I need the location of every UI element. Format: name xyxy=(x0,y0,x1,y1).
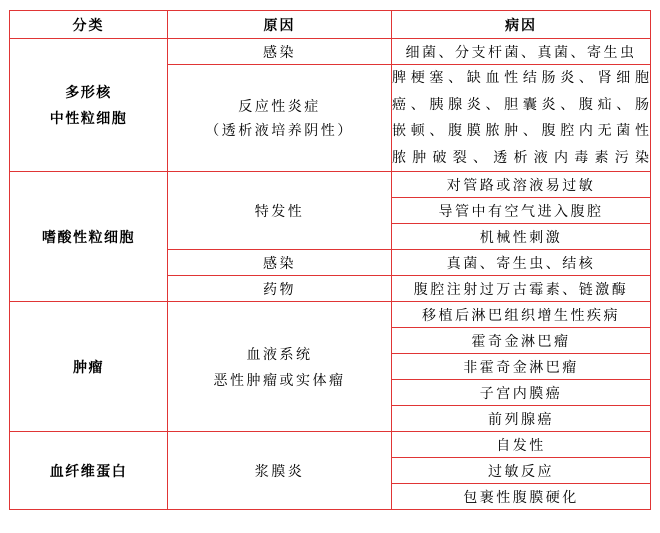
etiology-cell: 子宫内膜癌 xyxy=(392,380,651,406)
etiology-cell: 真菌、寄生虫、结核 xyxy=(392,250,651,276)
category-fibrin: 血纤维蛋白 xyxy=(10,432,168,510)
category-tumor: 肿瘤 xyxy=(10,302,168,432)
etiology-cell: 前列腺癌 xyxy=(392,406,651,432)
table-row xyxy=(10,172,651,198)
etiology-cell: 机械性刺激 xyxy=(392,224,651,250)
cause-line: 反应性炎症 xyxy=(238,99,321,115)
etiology-line: 嵌顿、腹膜脓肿、腹腔内无菌性 xyxy=(392,123,650,139)
header-cause: 原因 xyxy=(168,11,392,39)
header-category: 分类 xyxy=(10,11,168,39)
etiology-line: 脓肿破裂、透析液内毒素污染 xyxy=(392,149,650,166)
header-etiology: 病因 xyxy=(392,11,651,39)
etiology-cell: 过敏反应 xyxy=(392,458,651,484)
cause-line: （透析液培养阴性） xyxy=(205,123,354,139)
cause-blood-system xyxy=(168,302,392,432)
etiology-cell: 导管中有空气进入腹腔 xyxy=(392,198,651,224)
cause-reactive-peritonitis xyxy=(168,65,392,172)
etiology-line: 脾梗塞、缺血性结肠炎、肾细胞 xyxy=(392,70,650,86)
cause-infection: 感染 xyxy=(168,250,392,276)
etiology-cell: 非霍奇金淋巴瘤 xyxy=(392,354,651,380)
etiology-cell: 移植后淋巴组织增生性疾病 xyxy=(392,302,651,328)
etiology-table xyxy=(9,10,651,510)
category-neutrophil xyxy=(10,39,168,172)
table-row xyxy=(10,39,651,65)
cause-serositis: 浆膜炎 xyxy=(168,432,392,510)
etiology-cell: 对管路或溶液易过敏 xyxy=(392,172,651,198)
etiology-reactive xyxy=(392,65,651,172)
table-row xyxy=(10,302,651,328)
cause-idiopathic: 特发性 xyxy=(168,172,392,250)
cause-line: 恶性肿瘤或实体瘤 xyxy=(213,372,346,389)
etiology-cell: 腹腔注射过万古霉素、链激酶 xyxy=(392,276,651,302)
etiology-infection: 细菌、分支杆菌、真菌、寄生虫 xyxy=(392,39,651,65)
cause-infection: 感染 xyxy=(168,39,392,65)
table-header-row xyxy=(10,11,651,39)
etiology-line: 癌、胰腺炎、胆囊炎、腹疝、肠 xyxy=(392,96,650,113)
category-line: 中性粒细胞 xyxy=(49,111,128,127)
etiology-cell: 霍奇金淋巴瘤 xyxy=(392,328,651,354)
table-row xyxy=(10,432,651,458)
etiology-cell: 自发性 xyxy=(392,432,651,458)
category-eosinophil: 嗜酸性粒细胞 xyxy=(10,172,168,302)
cause-drugs: 药物 xyxy=(168,276,392,302)
category-line: 多形核 xyxy=(65,85,112,101)
cause-line: 血液系统 xyxy=(246,346,313,363)
etiology-cell: 包裹性腹膜硬化 xyxy=(392,484,651,510)
